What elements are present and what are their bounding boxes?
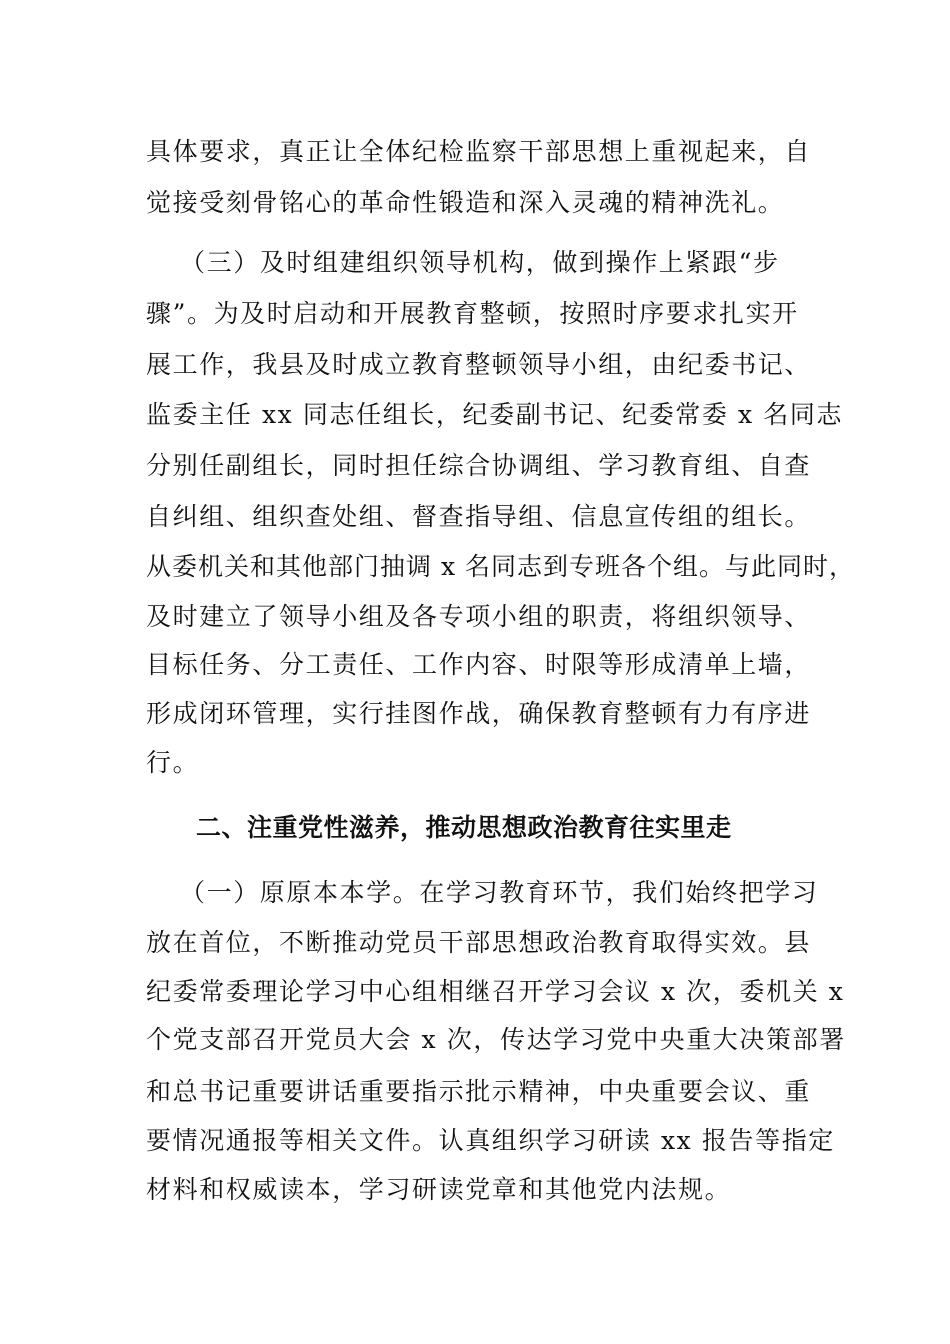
text-line: 和总书记重要讲话重要指示批示精神，中央重要会议、重 bbox=[146, 1077, 812, 1106]
text-line: 目标任务、分工责任、工作内容、时限等形成清单上墙， bbox=[146, 650, 812, 679]
text-line: 材料和权威读本，学习研读党章和其他党内法规。 bbox=[146, 1175, 732, 1204]
text-line: 骤”。为及时启动和开展教育整顿，按照时序要求扎实开 bbox=[146, 299, 799, 328]
text-line: 及时建立了领导小组及各专项小组的职责，将组织领导、 bbox=[146, 602, 812, 631]
text-line: 分别任副组长，同时担任综合协调组、学习教育组、自查 bbox=[146, 451, 812, 480]
text-line: 纪委常委理论学习中心组相继召开学习会议 x 次，委机关 x bbox=[146, 977, 845, 1006]
text-line: 行。 bbox=[146, 748, 200, 777]
text-line: 自纠组、组织查处组、督查指导组、信息宣传组的组长。 bbox=[146, 502, 812, 531]
text-line: 从委机关和其他部门抽调 x 名同志到专班各个组。与此同时， bbox=[146, 552, 855, 581]
text-line: （一）原原本本学。在学习教育环节，我们始终把学习 bbox=[180, 878, 819, 907]
text-line: （三）及时组建组织领导机构，做到操作上紧跟“步 bbox=[180, 248, 780, 277]
text-line: 觉接受刻骨铭心的革命性锻造和深入灵魂的精神洗礼。 bbox=[146, 188, 785, 217]
text-line: 个党支部召开党员大会 x 次，传达学习党中央重大决策部署 bbox=[146, 1025, 846, 1054]
section-heading: 二、注重党性滋养，推动思想政治教育往实里走 bbox=[196, 813, 732, 842]
text-line: 监委主任 xx 同志任组长，纪委副书记、纪委常委 x 名同志 bbox=[146, 400, 844, 429]
text-line: 展工作，我县及时成立教育整顿领导小组，由纪委书记、 bbox=[146, 350, 812, 379]
text-line: 放在首位，不断推动党员干部思想政治教育取得实效。县 bbox=[146, 928, 812, 957]
text-line: 要情况通报等相关文件。认真组织学习研读 xx 报告等指定 bbox=[146, 1126, 835, 1155]
text-line: 形成闭环管理，实行挂图作战，确保教育整顿有力有序进 bbox=[146, 699, 812, 728]
text-line: 具体要求，真正让全体纪检监察干部思想上重视起来，自 bbox=[146, 137, 812, 166]
